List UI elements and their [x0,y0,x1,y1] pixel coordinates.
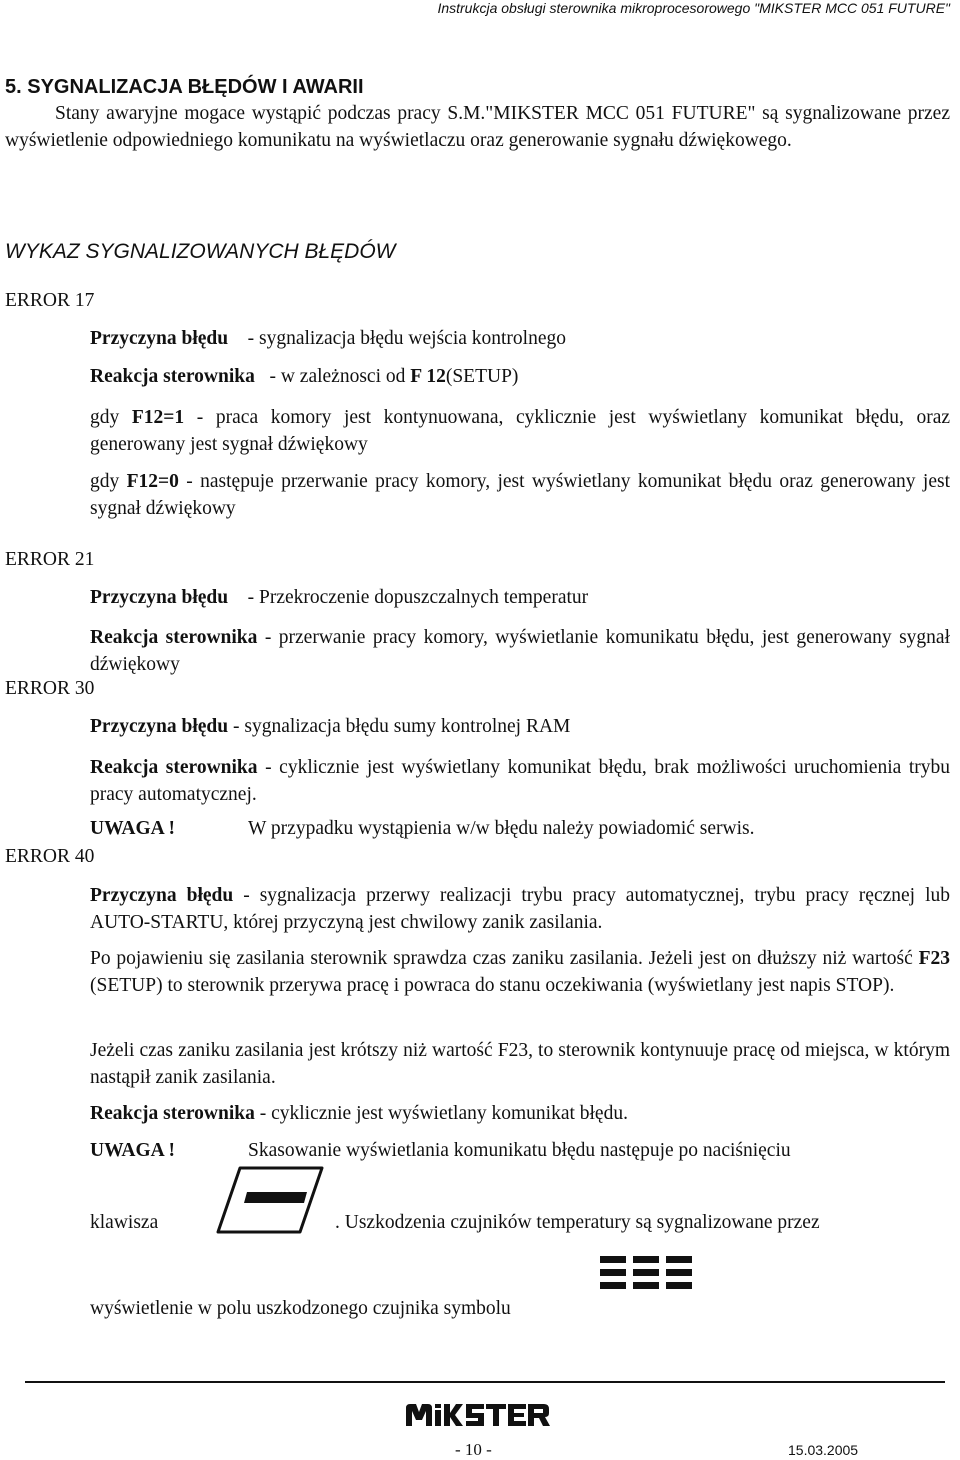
bold-value: F23 [918,948,950,969]
cause-label: Przyczyna błędu [90,328,229,349]
text: gdy [90,471,127,492]
error-40-note-text-2: . Uszkodzenia czujników temperatury są sygnalizowane przez [335,1212,820,1233]
error-40-paragraph-1 [90,945,950,999]
error-30-note-label: UWAGA ! [90,818,176,839]
error-40-note-text-1: Skasowanie wyświetlania komunikatu błędu następuje po naciśnięciu [248,1140,791,1161]
error-30-cause [90,716,570,738]
error-17-paragraph-2 [90,468,950,522]
running-header: Instrukcja obsługi sterownika mikroprocesorowego "MIKSTER MCC 051 FUTURE" [437,0,950,16]
bold-value: F12=1 [131,407,185,428]
text: gdy [90,407,132,428]
error-30-code: ERROR 30 [5,678,95,699]
error-17-code: ERROR 17 [5,290,95,311]
cause-label: Przyczyna błędu [90,587,229,608]
reaction-text: - przerwanie pracy komory, wyświetlanie komunikatu błędu, jest generowany sygnał dźwiękowy [90,627,950,675]
reaction-text: - cyklicznie jest wyświetlany komunikat błędu. [254,1103,628,1124]
section-title: 5. SYGNALIZACJA BŁĘDÓW I AWARII [5,76,364,98]
triple-dash-symbol-icon [598,1254,694,1292]
error-17-cause [90,328,566,350]
text: (SETUP) to sterownik przerywa pracę i powraca do stanu oczekiwania (wyświetlany jest napis STOP). [90,975,895,996]
reaction-label: Reakcja sterownika [90,757,258,778]
error-21-cause [90,587,588,609]
footer-rule [25,1381,945,1383]
minus-key-icon [212,1162,327,1238]
reaction-label: Reakcja sterownika [90,366,255,387]
error-17-paragraph-1 [90,404,950,458]
error-21-reaction [90,624,950,678]
reaction-text-b: (SETUP) [445,366,519,387]
error-40-code: ERROR 40 [5,846,95,867]
text: Po pojawieniu się zasilania sterownik sprawdza czas zaniku zasilania. Jeżeli jest on dłuższy niż wartość [90,948,919,969]
cause-text: - sygnalizacja błędu sumy kontrolnej RAM [228,716,571,737]
cause-label: Przyczyna błędu [90,885,234,906]
error-17-reaction [90,366,518,388]
bold-value: F12=0 [126,471,179,492]
error-30-note-text: W przypadku wystąpienia w/w błędu należy powiadomić serwis. [248,818,755,839]
intro-paragraph: Stany awaryjne mogace wystąpić podczas pracy S.M."MIKSTER MCC 051 FUTURE" są sygnalizowane przez wyświetlenie odpowiedniego komunikatu na wyświetlaczu oraz generowanie sygnału dźwiękowego. [5,103,950,151]
error-40-note-text-3: wyświetlenie w polu uszkodzonego czujnika symbolu [90,1298,511,1319]
mikster-logo [404,1400,552,1430]
error-30-reaction [90,754,950,808]
text: - następuje przerwanie pracy komory, jest wyświetlany komunikat błędu oraz generowany jest sygnał dźwiękowy [90,471,950,519]
text: - praca komory jest kontynuowana, cyklicznie jest wyświetlany komunikat błędu, oraz generowany jest sygnał dźwiękowy [90,407,951,455]
reaction-bold: F 12 [410,366,446,387]
page-number: - 10 - [455,1440,492,1459]
cause-text: - sygnalizacja przerwy realizacji trybu pracy automatycznej, trybu pracy ręcznej lub AUTO-STARTU, której przyczyną jest chwilowy zanik zasilania. [90,885,951,933]
error-40-note-key-word: klawisza [90,1212,159,1233]
reaction-text: - w zależnosci od [269,366,411,387]
error-40-note-label: UWAGA ! [90,1140,176,1161]
error-21-code: ERROR 21 [5,549,95,570]
cause-text: - Przekroczenie dopuszczalnych temperatur [247,587,589,608]
reaction-text: - cyklicznie jest wyświetlany komunikat błędu, brak możliwości uruchomienia trybu pracy automatycznej. [90,757,950,805]
reaction-label: Reakcja sterownika [90,1103,255,1124]
error-40-reaction [90,1103,628,1125]
list-title: WYKAZ SYGNALIZOWANYCH BŁĘDÓW [5,240,396,263]
error-40-paragraph-2: Jeżeli czas zaniku zasilania jest krótszy niż wartość F23, to sterownik kontynuuje pracę od miejsca, w którym nastąpił zanik zasilania. [90,1040,950,1088]
cause-text: - sygnalizacja błędu wejścia kontrolnego [247,328,566,349]
reaction-label: Reakcja sterownika [90,627,258,648]
footer-date: 15.03.2005 [788,1442,859,1458]
cause-label: Przyczyna błędu [90,716,229,737]
error-40-cause [90,882,950,936]
